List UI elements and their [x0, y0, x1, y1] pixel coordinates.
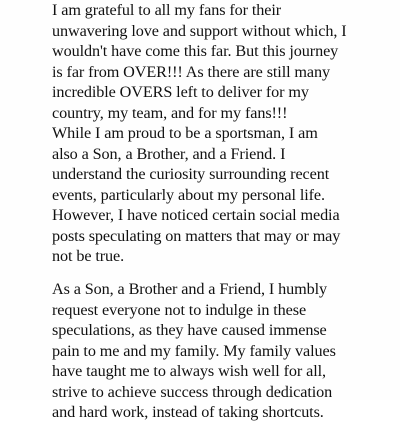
text-line: I am grateful to all my fans for their [52, 1, 282, 19]
text-line: However, I have noticed certain social media [52, 206, 340, 224]
text-line: speculations, as they have caused immense [52, 321, 327, 339]
text-line: strive to achieve success through dedication [52, 382, 333, 401]
text-line: and hard work, instead of taking shortcuts. [52, 403, 324, 421]
text-line: understand the curiosity surrounding recent [52, 165, 330, 183]
text-line: request everyone not to indulge in these [52, 300, 307, 319]
statement-paragraph-2 [52, 279, 382, 423]
text-line: As a Son, a Brother and a Friend, I humbly [52, 280, 327, 298]
statement-paragraph-1 [52, 0, 382, 267]
text-line: country, my team, and for my fans!!! [52, 103, 288, 122]
text-line: is far from OVER!!! As there are still many [52, 62, 331, 81]
text-line: not be true. [52, 247, 125, 265]
text-line: unwavering love and support without which, I [52, 21, 347, 40]
text-line: events, particularly about my personal life. [52, 185, 325, 204]
text-line: have taught me to always wish well for all, [52, 362, 326, 380]
text-line: While I am proud to be a sportsman, I am [52, 124, 318, 142]
text-line: incredible OVERS left to deliver for my [52, 83, 309, 101]
text-line: posts speculating on matters that may or may [52, 226, 341, 245]
text-line: also a Son, a Brother, and a Friend. I [52, 144, 286, 163]
text-line: wouldn't have come this far. But this journey [52, 42, 339, 60]
text-line: pain to me and my family. My family values [52, 341, 336, 360]
